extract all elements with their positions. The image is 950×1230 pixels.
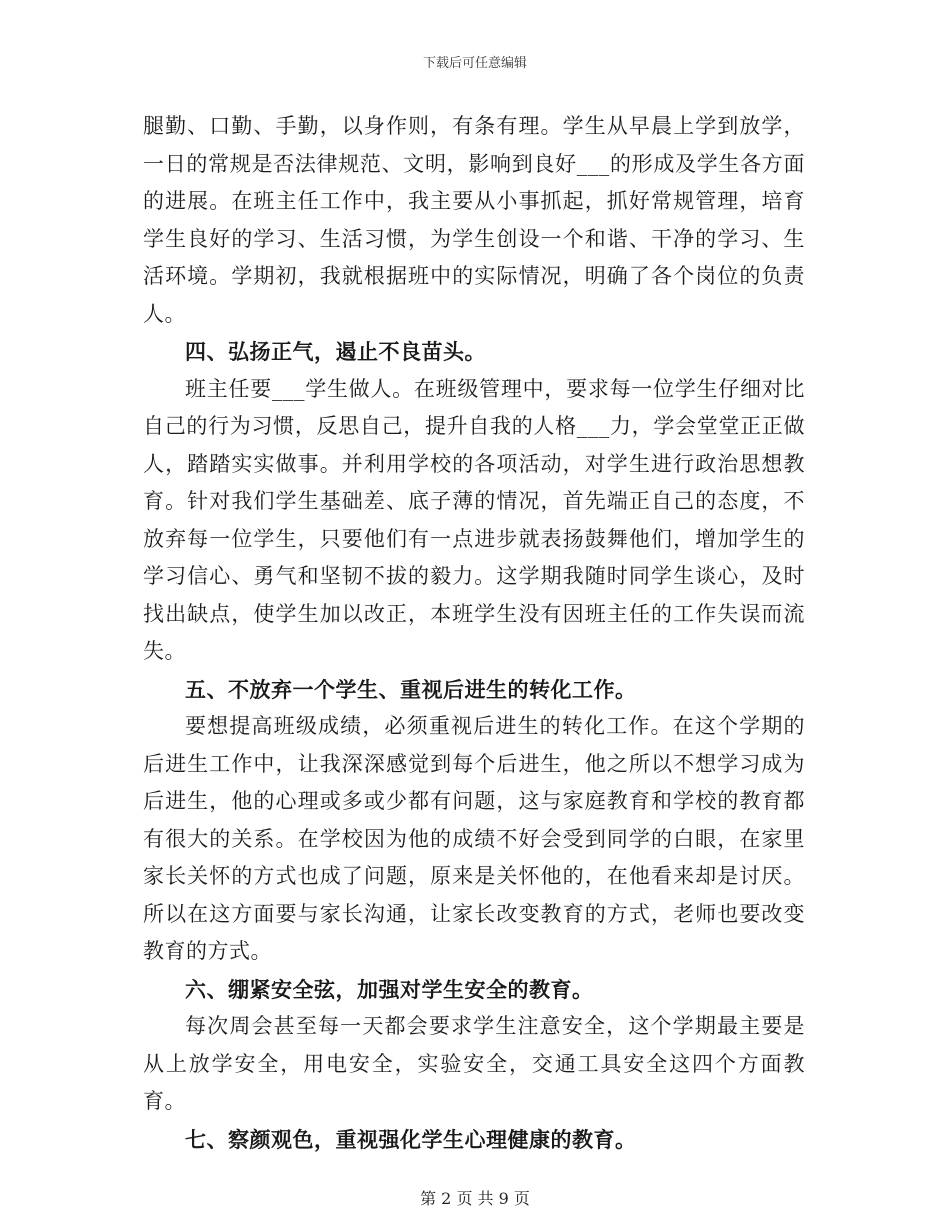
paragraph-section-4: 班主任要___学生做人。在班级管理中，要求每一位学生仔细对比自己的行为习惯，反思自己，提升自我的人格___力，学会堂堂正正做人，踏踏实实做事。并利用学校的各项活动，对学生进行政治思想教育。针对我们学生基础差、底子薄的情况，首先端正自己的态度，不放弃每一位学生，只要他们有一点进步就表扬鼓舞他们，增加学生的学习信心、勇气和坚韧不拔的毅力。这学期我随时同学生谈心，及时找出缺点，使学生加以改正，本班学生没有因班主任的工作失误而流失。 (143, 376, 805, 663)
section-heading-5: 五、不放弃一个学生、重视后进生的转化工作。 (185, 676, 637, 702)
page-number: 第 2 页 共 9 页 (420, 1189, 530, 1208)
paragraph-section-5: 要想提高班级成绩，必须重视后进生的转化工作。在这个学期的后进生工作中，让我深深感觉到每个后进生，他之所以不想学习成为后进生，他的心理或多或少都有问题，这与家庭教育和学校的教育都有很大的关系。在学校因为他的成绩不好会受到同学的白眼，在家里家长关怀的方式也成了问题，原来是关怀他的，在他看来却是讨厌。所以在这方面要与家长沟通，让家长改变教育的方式，老师也要改变教育的方式。 (143, 714, 805, 963)
section-heading-6: 六、绷紧安全弦，加强对学生安全的教育。 (185, 976, 594, 1002)
paragraph-continued: 腿勤、口勤、手勤，以身作则，有条有理。学生从早晨上学到放学，一日的常规是否法律规范、文明，影响到良好___的形成及学生各方面的进展。在班主任工作中，我主要从小事抓起，抓好常规管理，培育学生良好的学习、生活习惯，为学生创设一个和谐、干净的学习、生活环境。学期初，我就根据班中的实际情况，明确了各个岗位的负责人。 (143, 114, 805, 326)
paragraph-section-6: 每次周会甚至每一天都会要求学生注意安全，这个学期最主要是从上放学安全，用电安全，实验安全，交通工具安全这四个方面教育。 (143, 1014, 805, 1113)
page-header-note: 下载后可任意编辑 (422, 56, 527, 71)
section-heading-7: 七、察颜观色，重视强化学生心理健康的教育。 (185, 1126, 637, 1152)
section-heading-4: 四、弘扬正气，遏止不良苗头。 (185, 339, 486, 364)
document-body (143, 108, 805, 1158)
